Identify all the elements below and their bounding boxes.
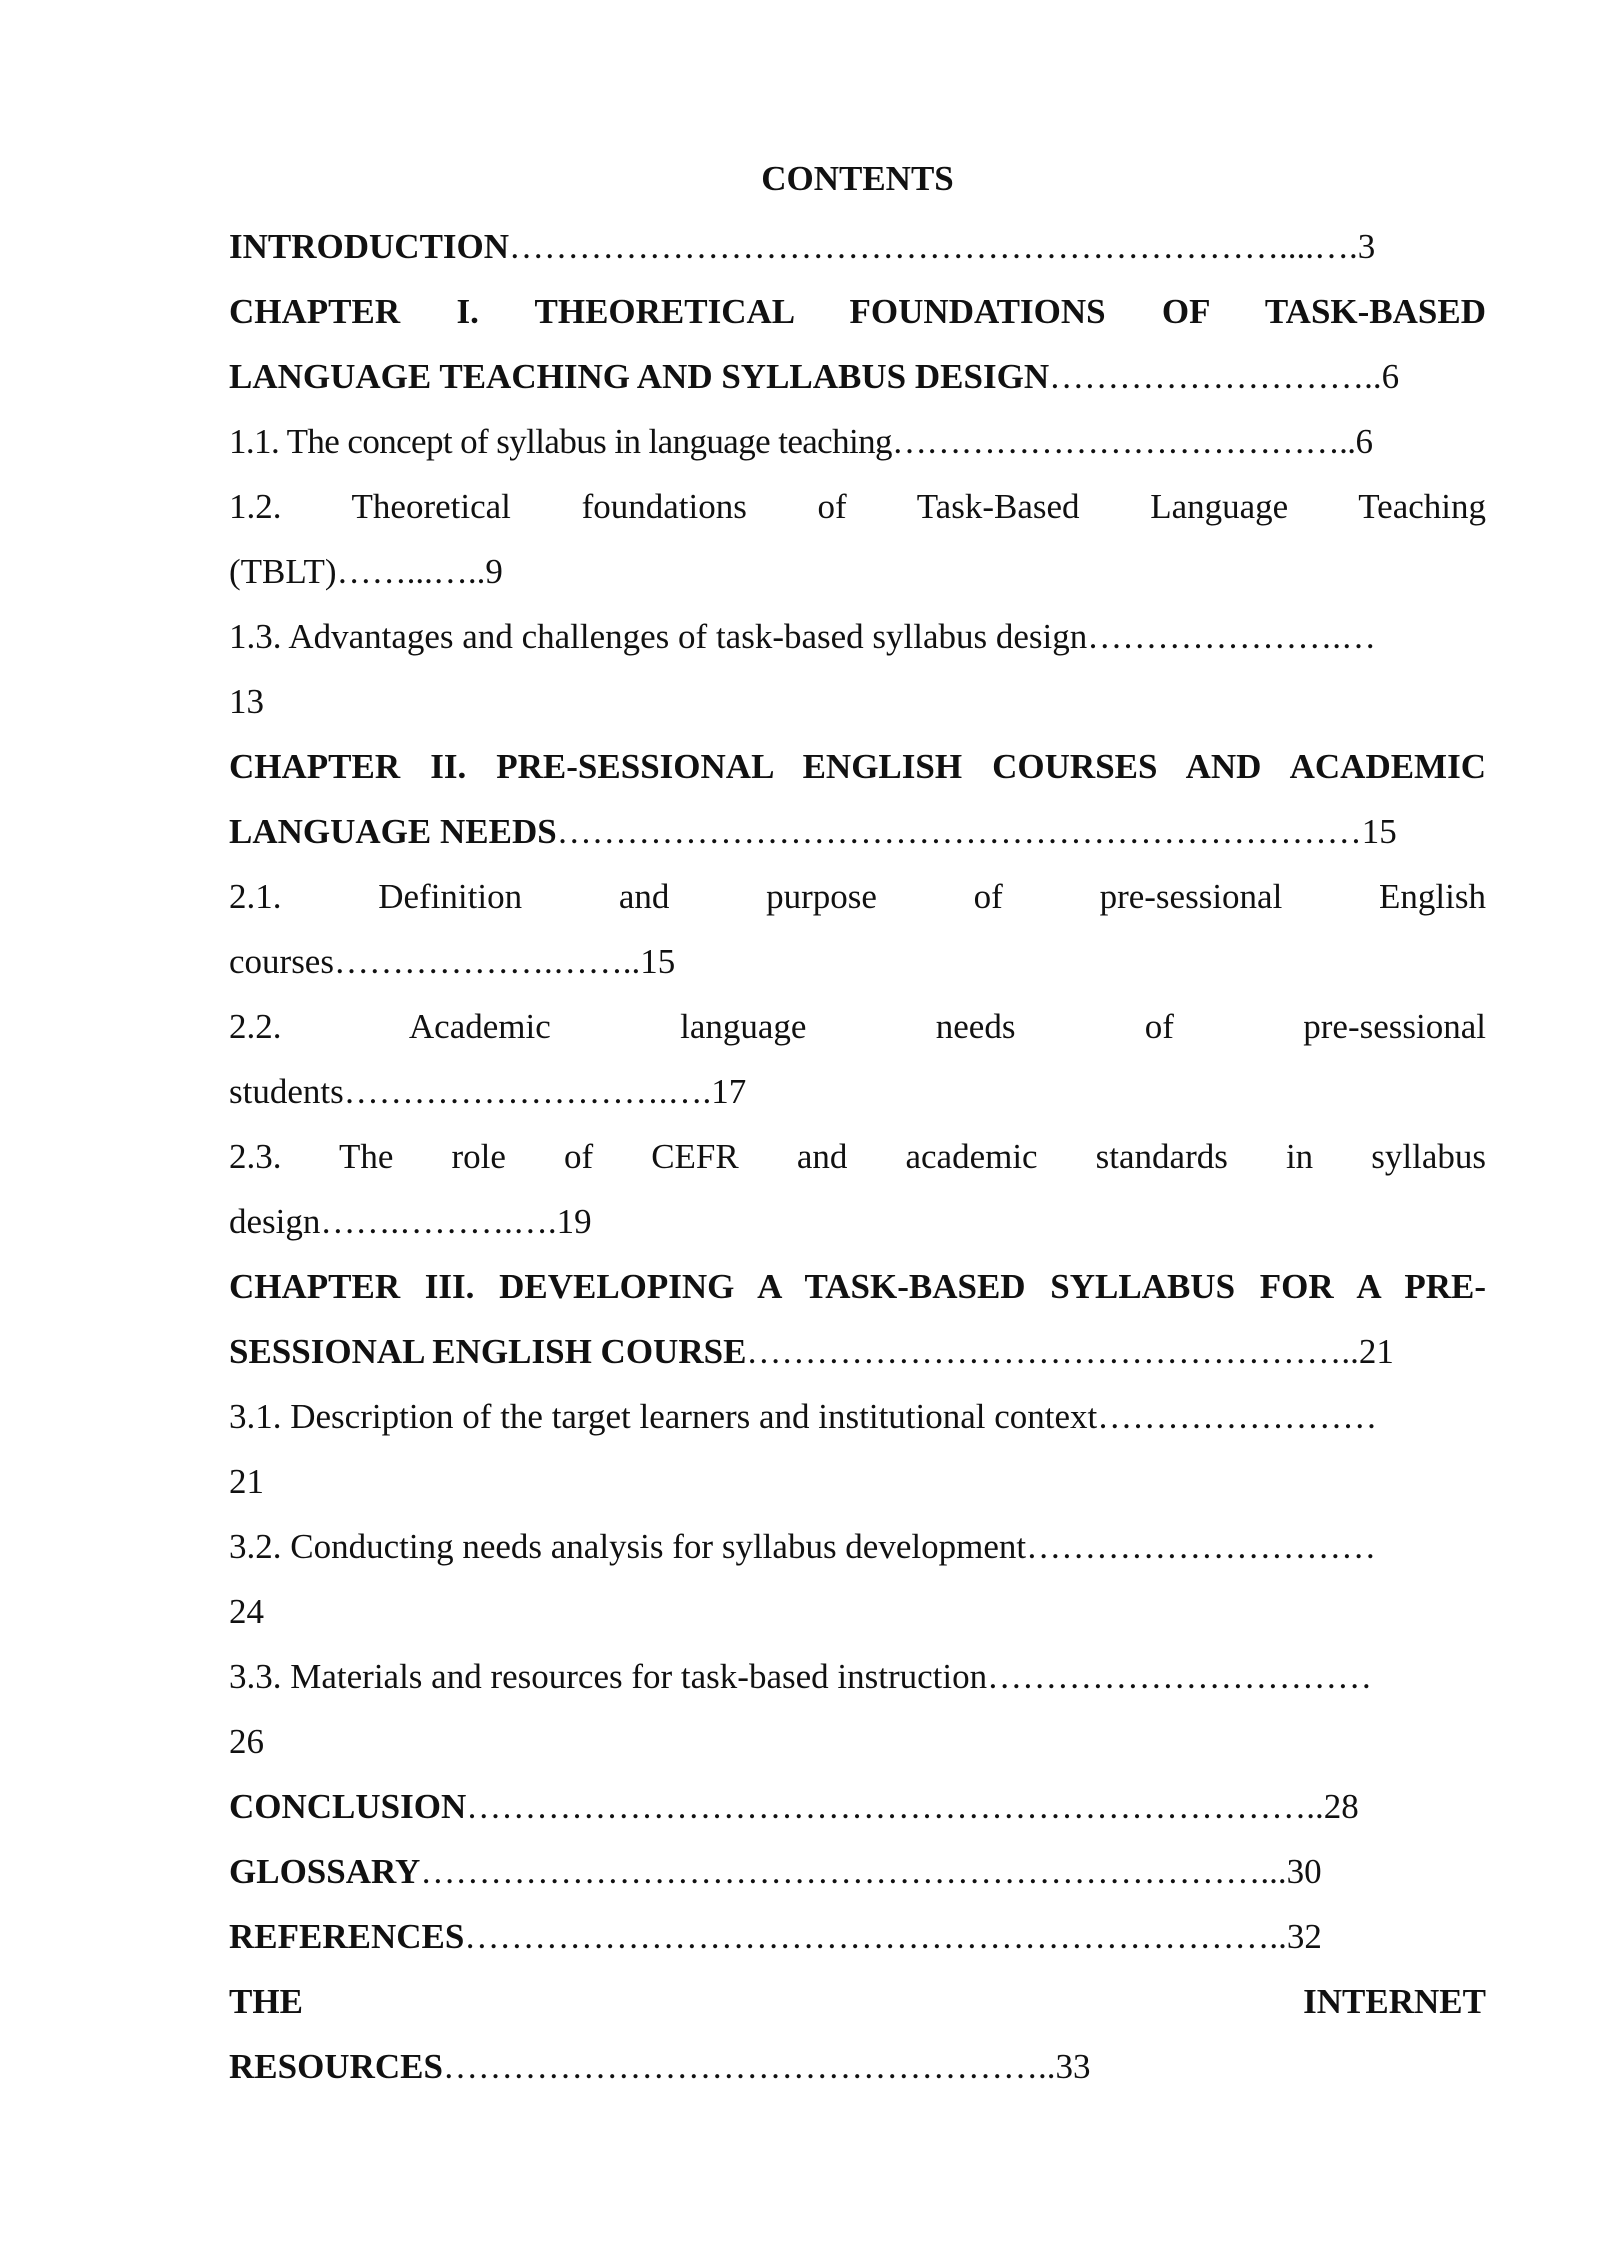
toc-entry-chapter-2-line-1 [229,734,1486,799]
entry-title: 1.3. Advantages and challenges of task-based syllabus design [229,617,1088,656]
dot-leader: …………………………………………….. [746,1332,1359,1371]
toc-entry-section-2-3-line-1 [229,1124,1486,1189]
entry-title: 1.1. The concept of syllabus in language teaching [229,422,892,461]
entry-title: 1.2. Theoretical foundations of Task-Based Language Teaching [229,487,1486,526]
dot-leader: …………………………………………………………….. [464,1917,1287,1956]
toc-entry-section-3-3-line-2 [229,1709,1486,1774]
page-number: 3 [1357,227,1376,266]
dot-leader: ……...….. [336,552,486,591]
entry-title: SESSIONAL ENGLISH COURSE [229,1332,747,1371]
toc-entry-section-3-2-line-1 [229,1514,1486,1579]
entry-title: courses [229,942,334,981]
toc-entry-internet-resources-line-2 [229,2034,1486,2099]
entry-title: CHAPTER II. PRE-SESSIONAL ENGLISH COURSES AND ACADEMIC [229,747,1486,786]
entry-title: design [229,1202,321,1241]
entry-title: 3.1. Description of the target learners and institutional context [229,1397,1098,1436]
dot-leader: ………………….… [1087,617,1377,656]
page-number: 33 [1055,2047,1091,2086]
entry-title: 2.3. The role of CEFR and academic standards in syllabus [229,1137,1486,1176]
dot-leader: ……………………….. [1049,357,1382,396]
entry-title: 3.2. Conducting needs analysis for syllabus development [229,1527,1027,1566]
page-number: 21 [229,1462,264,1501]
page-number: 26 [229,1722,264,1761]
toc-entry-conclusion [229,1774,1486,1839]
toc-entry-chapter-3-line-2 [229,1319,1486,1384]
dot-leader: …………………………………………….. [442,2047,1056,2086]
toc-entry-chapter-1-line-2 [229,344,1486,409]
dot-leader: …………………………………………………………....…. [509,227,1358,266]
entry-title: CONCLUSION [229,1787,467,1826]
entry-title: RESOURCES [229,2047,443,2086]
toc-entry-section-1-1 [229,409,1486,474]
entry-title: 2.1. Definition and purpose of pre-sessional English [229,877,1486,916]
page-number: 28 [1323,1787,1359,1826]
toc-entry-section-1-2-line-1 [229,474,1486,539]
entry-title: 3.3. Materials and resources for task-based instruction [229,1657,988,1696]
entry-title: THE INTERNET [229,1982,1486,2021]
entry-title: REFERENCES [229,1917,465,1956]
dot-leader: ……………….…….. [333,942,641,981]
entry-title: LANGUAGE TEACHING AND SYLLABUS DESIGN [229,357,1050,396]
dot-leader: ………………………… [1026,1527,1377,1566]
toc-entry-section-2-2-line-2 [229,1059,1486,1124]
toc-entry-section-1-2-line-2 [229,539,1486,604]
page-number: 6 [1381,357,1400,396]
entry-title: (TBLT) [229,552,337,591]
entry-title: students [229,1072,344,1111]
page-number: 15 [1361,812,1397,851]
toc-entry-introduction [229,214,1486,279]
page-number: 6 [1355,422,1373,461]
dot-leader: ……………………….…. [343,1072,712,1111]
toc-entry-section-1-3-line-2 [229,669,1486,734]
toc-entry-chapter-2-line-2 [229,799,1486,864]
toc-entry-section-3-3-line-1 [229,1644,1486,1709]
page-number: 32 [1286,1917,1322,1956]
toc-entry-chapter-1-line-1 [229,279,1486,344]
toc-entry-section-1-3-line-1 [229,604,1486,669]
page-number: 9 [485,552,503,591]
page-number: 21 [1358,1332,1394,1371]
toc-entry-section-3-1-line-1 [229,1384,1486,1449]
dot-leader: ………………………………………………………………... [420,1852,1287,1891]
page-number: 17 [711,1072,747,1111]
entry-title: GLOSSARY [229,1852,421,1891]
toc-entry-chapter-3-line-1 [229,1254,1486,1319]
dot-leader: …………………………………………………………… [556,812,1362,851]
dot-leader: …………………… [1097,1397,1378,1436]
entry-title: 2.2. Academic language needs of pre-sessional [229,1007,1486,1046]
dot-leader: …………………………… [987,1657,1373,1696]
page-number: 13 [229,682,264,721]
page-number: 19 [556,1202,592,1241]
toc-entry-references [229,1904,1486,1969]
toc-entry-internet-resources-line-1 [229,1969,1486,2034]
table-of-contents [229,146,1486,2099]
toc-entry-section-2-1-line-1 [229,864,1486,929]
toc-entry-glossary [229,1839,1486,1904]
page-number: 30 [1286,1852,1322,1891]
toc-entry-section-3-2-line-2 [229,1579,1486,1644]
entry-title: LANGUAGE NEEDS [229,812,557,851]
page-number: 15 [640,942,676,981]
dot-leader: …….……….…. [320,1202,557,1241]
toc-entry-section-2-1-line-2 [229,929,1486,994]
toc-entry-section-2-3-line-2 [229,1189,1486,1254]
toc-entry-section-3-1-line-2 [229,1449,1486,1514]
page-number: 24 [229,1592,264,1631]
dot-leader: ………………………………….. [891,422,1356,461]
entry-title: CHAPTER III. DEVELOPING A TASK-BASED SYLLABUS FOR A PRE- [229,1267,1486,1306]
toc-entry-section-2-2-line-1 [229,994,1486,1059]
entry-title: INTRODUCTION [229,227,510,266]
dot-leader: ……………………………………………………………….. [466,1787,1324,1826]
entry-title: CHAPTER I. THEORETICAL FOUNDATIONS OF TASK-BASED [229,292,1486,331]
contents-title: CONTENTS [761,159,954,198]
